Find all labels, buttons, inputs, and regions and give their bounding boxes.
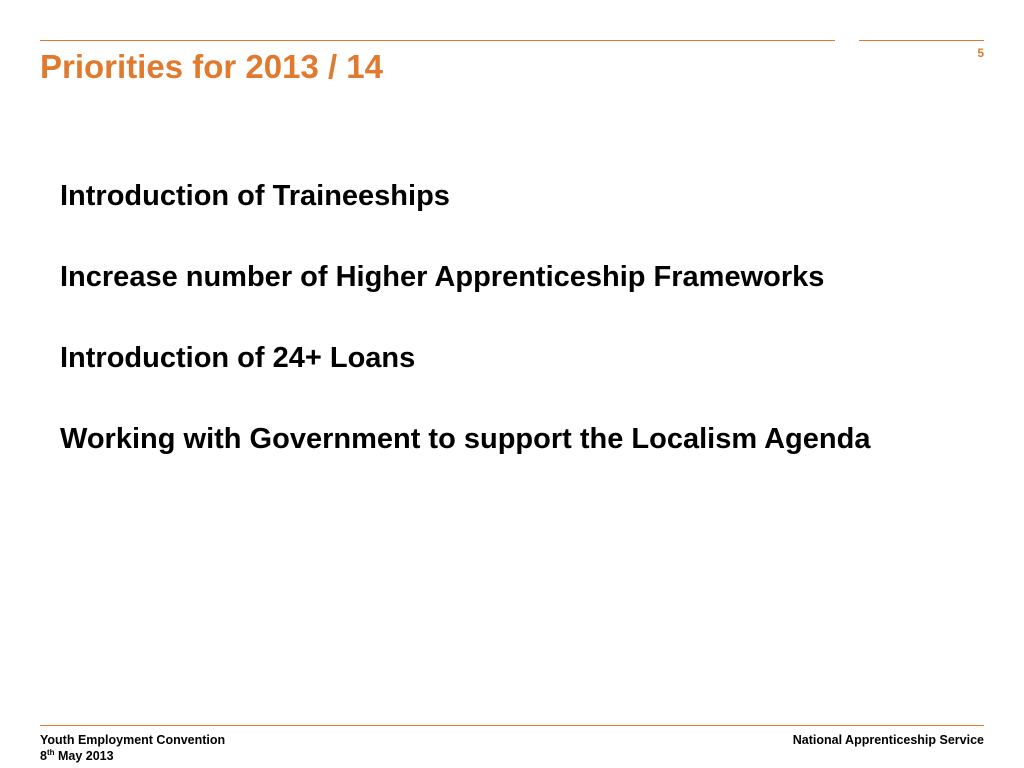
footer-event-info [40,732,225,764]
bullet-list [40,176,984,500]
footer-date-day: 8 [40,749,47,763]
footer-date [40,748,225,764]
bullet-item: Increase number of Higher Apprenticeship Frameworks [60,261,825,293]
slide-title: Priorities for 2013 / 14 [40,48,384,85]
footer-date-suffix: th [46,747,55,757]
top-divider-left [40,40,835,41]
bullet-item: Working with Government to support the Localism Agenda [60,423,871,455]
footer-divider [40,725,984,726]
footer-event-name: Youth Employment Convention [40,733,226,747]
bullet-item: Introduction of 24+ Loans [60,342,416,374]
bullet-item: Introduction of Traineeships [60,180,450,212]
page-number: 5 [977,46,984,60]
footer-date-rest: May 2013 [54,749,114,763]
top-divider-right [859,40,984,41]
footer-organisation: National Apprenticeship Service [792,733,984,747]
